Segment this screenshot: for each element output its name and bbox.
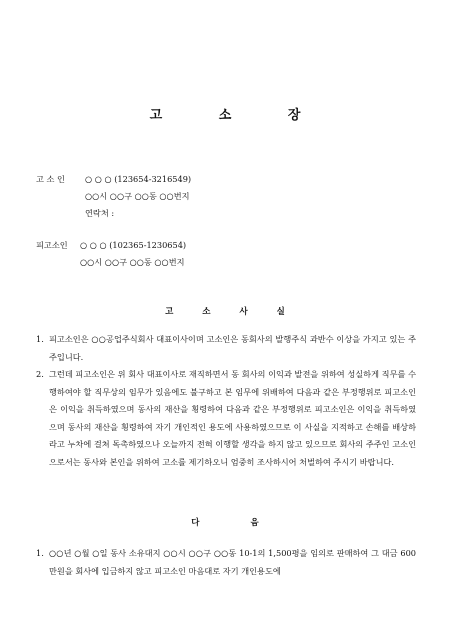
fact-number: 2. <box>36 369 44 379</box>
detail-number: 1. <box>36 548 44 558</box>
facts-heading-char: 사 <box>239 307 248 317</box>
title-char: 소 <box>218 108 232 123</box>
complainant-label: 고 소 인 <box>36 174 65 184</box>
accused-name: ○ ○ ○ (102365-1230654) <box>80 240 187 250</box>
fact-paragraph <box>36 366 416 471</box>
facts-heading-char: 실 <box>276 307 285 317</box>
title-char: 고 <box>149 108 163 123</box>
details-heading-char: 음 <box>250 518 259 528</box>
accused-address: ○○시 ○○구 ○○동 ○○번지 <box>80 257 185 267</box>
complainant-name: ○ ○ ○ (123654-3216549) <box>85 174 192 184</box>
detail-item <box>36 545 416 580</box>
fact-text: 그런데 피고소인은 위 회사 대표이사로 재직하면서 동 회사의 이익과 발전을 위하여 성실하게 직무를 수행하여야 할 직무상의 임무가 있음에도 불구하고 본 임무에 위배하여 다음과 같은 부정행위로 피고소인은 이익을 취득하였으며 동사의 재산을 횡령하여 다음과 같은 부정행위로 피고소인은 이익을 취득하였으며 동사의 재산을 횡령하여 자기 개인적인 용도에 사용하였으므로 이 사실을 지적하고 손해를 배상하라고 누차에 걸쳐 독촉하였으나 오늘까지 전혀 이행할 생각을 하지 않고 있으므로 회사의 주주인 고소인으로서는 동사와 본인을 위하여 고소를 제기하오니 엄중히 조사하시어 처벌하여 주시기 바랍니다. <box>49 369 416 467</box>
facts-heading-char: 소 <box>202 307 211 317</box>
document-title <box>0 104 450 123</box>
accused-label: 피고소인 <box>36 240 68 250</box>
fact-number: 1. <box>36 334 44 344</box>
facts-heading-char: 고 <box>165 307 174 317</box>
fact-text: 피고소인은 ○○공업주식회사 대표이사이며 고소인은 동회사의 발행주식 과반수 이상을 가지고 있는 주주입니다. <box>49 334 416 362</box>
complainant-contact: 연락처 : <box>85 208 115 218</box>
details-heading <box>0 516 450 528</box>
facts-heading <box>0 305 450 317</box>
fact-paragraph <box>36 331 416 366</box>
complainant-address: ○○시 ○○구 ○○동 ○○번지 <box>85 191 190 201</box>
details-heading-char: 다 <box>191 518 200 528</box>
detail-text: ○○년 ○월 ○일 동사 소유대지 ○○시 ○○구 ○○동 10-1의 1,500평을 임의로 판매하여 그 대금 600만원을 회사에 입금하지 않고 피고소인 마음대로 자기 개인용도에 <box>49 548 416 576</box>
title-char: 장 <box>287 108 301 123</box>
